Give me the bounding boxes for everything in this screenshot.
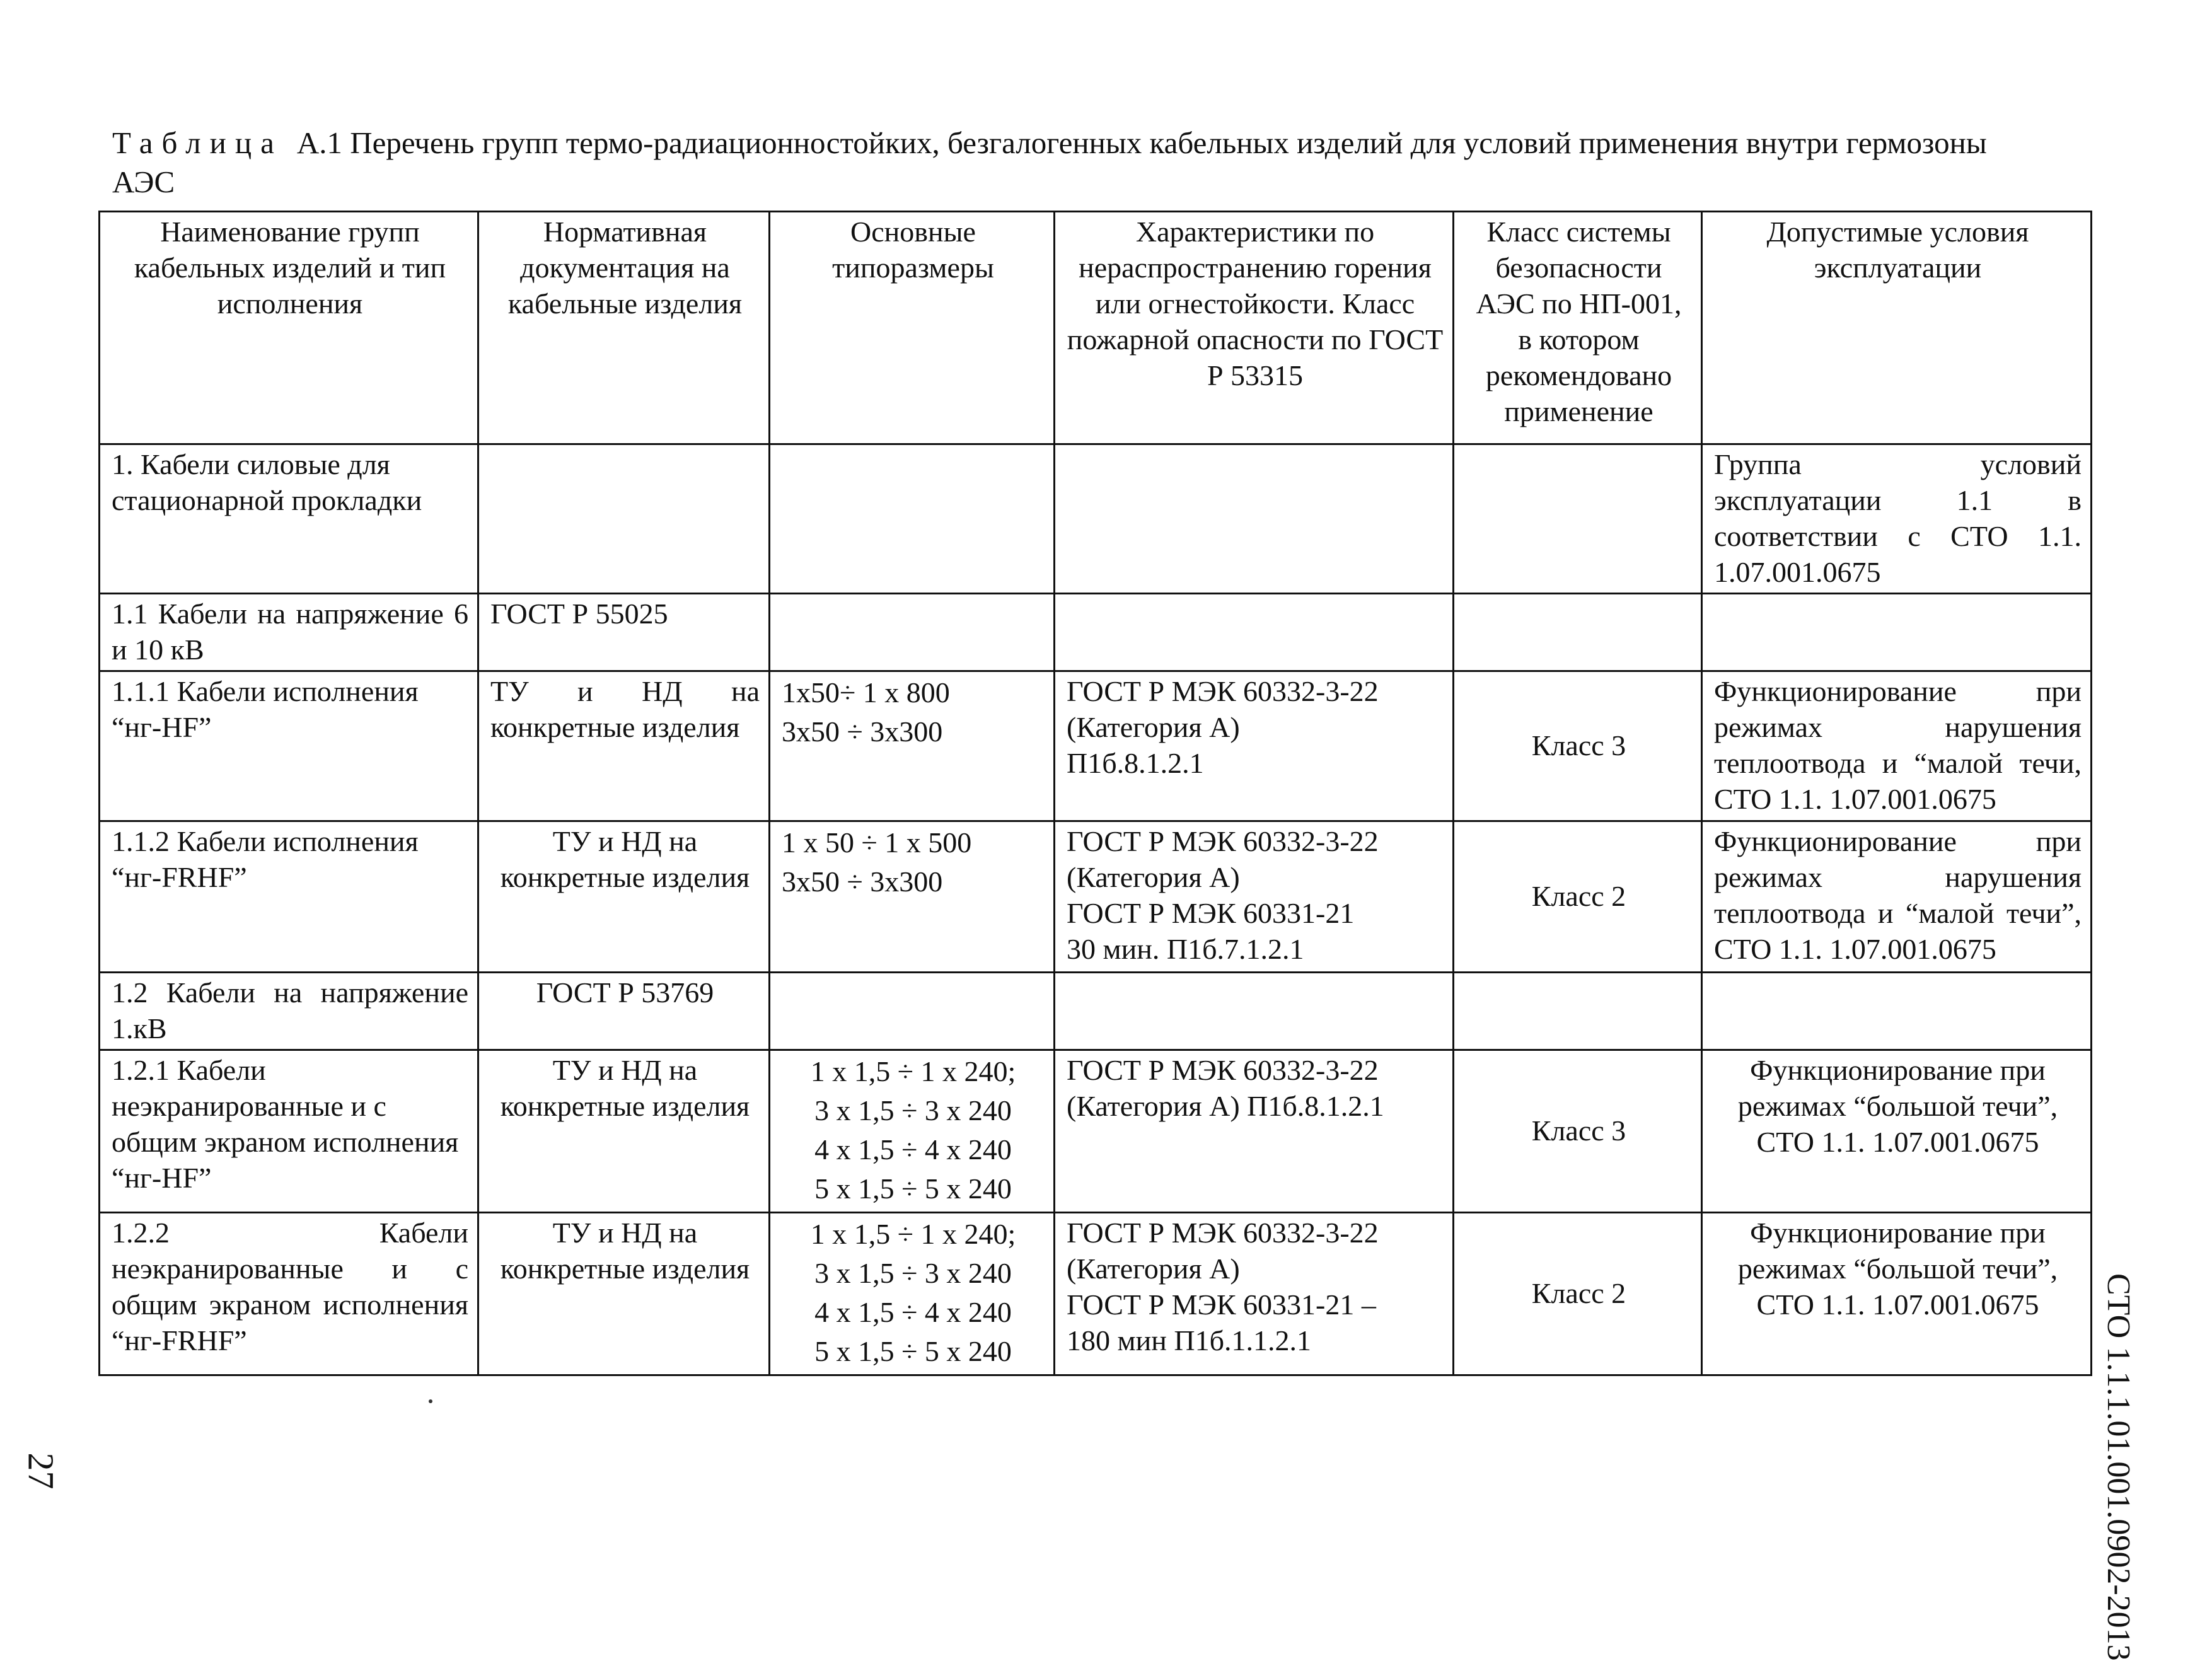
cell-group: 1. Кабели силовые для стационарной прокладки bbox=[100, 444, 478, 594]
cell-fire bbox=[1055, 1213, 1454, 1375]
cell-conditions bbox=[1702, 973, 2092, 1050]
cell-safety-class: Класс 2 bbox=[1454, 1213, 1702, 1375]
table-caption bbox=[112, 124, 1991, 202]
fire-line: 180 мин П1б.1.1.2.1 bbox=[1067, 1324, 1311, 1357]
cell-sizes bbox=[770, 973, 1055, 1050]
cell-conditions: Группа условий эксплуатации 1.1 в соответствии с СТО 1.1. 1.07.001.0675 bbox=[1702, 444, 2092, 594]
caption-text: А.1 Перечень групп термо-радиационностойких, безгалогенных кабельных изделий для условий применения внутри гермозоны АЭС bbox=[112, 125, 1987, 199]
cell-sizes bbox=[770, 1050, 1055, 1213]
cell-conditions: Функционирование при режимах нарушения теплоотвода и “малой течи”, СТО 1.1. 1.07.001.0675 bbox=[1702, 821, 2092, 973]
cell-sizes bbox=[770, 671, 1055, 821]
cell-group: 1.2 Кабели на напряжение 1.кВ bbox=[100, 973, 478, 1050]
cell-safety-class: Класс 3 bbox=[1454, 1050, 1702, 1213]
fire-line: (Категория А) П1б.8.1.2.1 bbox=[1067, 1090, 1384, 1122]
size-line: 3х50 ÷ 3х300 bbox=[782, 865, 943, 898]
header-docs: Нормативная документация на кабельные изделия bbox=[478, 212, 770, 444]
caption-lead: Таблица bbox=[112, 125, 283, 160]
size-line: 1х50÷ 1 х 800 bbox=[782, 676, 950, 709]
table-row bbox=[100, 973, 2092, 1050]
cell-docs: ТУ и НД на конкретные изделия bbox=[478, 1050, 770, 1213]
table-row bbox=[100, 1050, 2092, 1213]
header-sizes: Основные типоразмеры bbox=[770, 212, 1055, 444]
fire-line: П1б.8.1.2.1 bbox=[1067, 747, 1204, 779]
table-row bbox=[100, 594, 2092, 671]
cell-group: 1.2.1 Кабели неэкранированные и с общим экраном исполнения “нг-HF” bbox=[100, 1050, 478, 1213]
cell-safety-class bbox=[1454, 444, 1702, 594]
cell-sizes bbox=[770, 594, 1055, 671]
size-line: 5 х 1,5 ÷ 5 х 240 bbox=[814, 1335, 1012, 1367]
cell-fire bbox=[1055, 444, 1454, 594]
size-line: 1 х 1,5 ÷ 1 х 240; bbox=[810, 1218, 1016, 1250]
cell-fire bbox=[1055, 594, 1454, 671]
cell-safety-class bbox=[1454, 594, 1702, 671]
cable-groups-table bbox=[98, 211, 2092, 1376]
size-line: 3х50 ÷ 3х300 bbox=[782, 715, 943, 748]
table-row bbox=[100, 1213, 2092, 1375]
header-fire: Характеристики по нераспространению горения или огнестойкости. Класс пожарной опасности по ГОСТ Р 53315 bbox=[1055, 212, 1454, 444]
size-line: 3 х 1,5 ÷ 3 х 240 bbox=[814, 1094, 1012, 1126]
table-row bbox=[100, 671, 2092, 821]
size-line: 3 х 1,5 ÷ 3 х 240 bbox=[814, 1257, 1012, 1289]
cell-group: 1.1 Кабели на напряжение 6 и 10 кВ bbox=[100, 594, 478, 671]
fire-line: (Категория А) bbox=[1067, 711, 1240, 743]
fire-line: ГОСТ Р МЭК 60331-21 bbox=[1067, 897, 1355, 929]
fire-line: 30 мин. П1б.7.1.2.1 bbox=[1067, 933, 1304, 965]
cell-group: 1.1.1 Кабели исполнения “нг-HF” bbox=[100, 671, 478, 821]
header-conditions: Допустимые условия эксплуатации bbox=[1702, 212, 2092, 444]
header-group: Наименование групп кабельных изделий и тип исполнения bbox=[100, 212, 478, 444]
cell-docs: ТУ и НД на конкретные изделия bbox=[478, 821, 770, 973]
cell-docs: ТУ и НД на конкретные изделия bbox=[478, 671, 770, 821]
cell-conditions: Функционирование при режимах “большой течи”, СТО 1.1. 1.07.001.0675 bbox=[1702, 1050, 2092, 1213]
cell-fire bbox=[1055, 821, 1454, 973]
cell-sizes bbox=[770, 444, 1055, 594]
cell-sizes bbox=[770, 1213, 1055, 1375]
cell-group: 1.1.2 Кабели исполнения “нг-FRHF” bbox=[100, 821, 478, 973]
cell-group: 1.2.2 Кабели неэкранированные и с общим экраном исполнения “нг-FRHF” bbox=[100, 1213, 478, 1375]
size-line: 5 х 1,5 ÷ 5 х 240 bbox=[814, 1172, 1012, 1205]
cell-safety-class: Класс 3 bbox=[1454, 671, 1702, 821]
size-line: 1 х 50 ÷ 1 х 500 bbox=[782, 826, 972, 859]
document-code: СТО 1.1.1.01.001.0902-2013 bbox=[2100, 1273, 2136, 1661]
cell-conditions: Функционирование при режимах “большой течи”, СТО 1.1. 1.07.001.0675 bbox=[1702, 1213, 2092, 1375]
table-row bbox=[100, 821, 2092, 973]
cell-safety-class bbox=[1454, 973, 1702, 1050]
cell-conditions bbox=[1702, 594, 2092, 671]
fire-line: (Категория А) bbox=[1067, 1253, 1240, 1285]
cell-docs: ГОСТ Р 55025 bbox=[478, 594, 770, 671]
cell-docs: ГОСТ Р 53769 bbox=[478, 973, 770, 1050]
fire-line: (Категория А) bbox=[1067, 861, 1240, 893]
cell-docs bbox=[478, 444, 770, 594]
table-row bbox=[100, 444, 2092, 594]
size-line: 4 х 1,5 ÷ 4 х 240 bbox=[814, 1296, 1012, 1328]
cell-safety-class: Класс 2 bbox=[1454, 821, 1702, 973]
header-safety-class: Класс системы безопасности АЭС по НП-001, в котором рекомендовано применение bbox=[1454, 212, 1702, 444]
fire-line: ГОСТ Р МЭК 60332-3-22 bbox=[1067, 1054, 1379, 1086]
size-line: 4 х 1,5 ÷ 4 х 240 bbox=[814, 1133, 1012, 1166]
stray-dot bbox=[429, 1399, 432, 1403]
table-header-row bbox=[100, 212, 2092, 444]
cell-docs: ТУ и НД на конкретные изделия bbox=[478, 1213, 770, 1375]
size-line: 1 х 1,5 ÷ 1 х 240; bbox=[810, 1055, 1016, 1087]
cell-fire bbox=[1055, 973, 1454, 1050]
fire-line: ГОСТ Р МЭК 60332-3-22 bbox=[1067, 675, 1379, 707]
fire-line: ГОСТ Р МЭК 60332-3-22 bbox=[1067, 825, 1379, 857]
cell-sizes bbox=[770, 821, 1055, 973]
fire-line: ГОСТ Р МЭК 60331-21 – bbox=[1067, 1288, 1376, 1321]
cell-conditions: Функционирование при режимах нарушения теплоотвода и “малой течи, СТО 1.1. 1.07.001.0675 bbox=[1702, 671, 2092, 821]
fire-line: ГОСТ Р МЭК 60332-3-22 bbox=[1067, 1217, 1379, 1249]
cell-fire bbox=[1055, 1050, 1454, 1213]
cell-fire bbox=[1055, 671, 1454, 821]
page-number: 27 bbox=[20, 1452, 62, 1490]
